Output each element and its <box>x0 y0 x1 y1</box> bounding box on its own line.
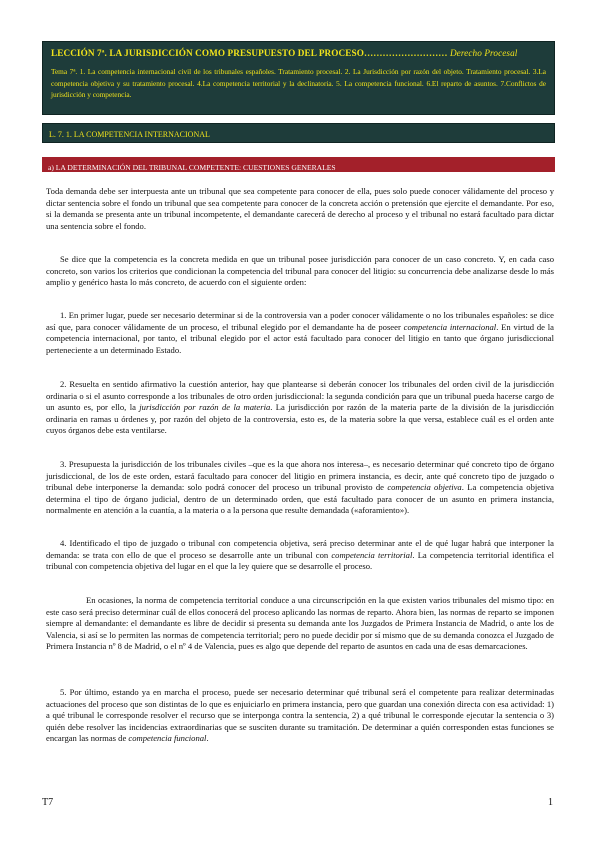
paragraph-6 <box>46 538 554 573</box>
paragraph-text: Toda demanda debe ser interpuesta ante un tribunal que sea competente para conocer de ella, pues solo puede conocer válidamente del proceso y dictar sentencia sobre el fondo un tribunal que sea competente para conocer de la concreta acción o pretensión que ejercite el demandante. Por eso, si la demanda se presenta ante un tribunal incompetente, el demandante carecerá de derecho al proceso y el tribunal no estará facultado para dictar una sentencia sobre el fondo. <box>46 186 554 231</box>
footer-topic-label: T7 <box>42 797 54 808</box>
emphasis: competencia internacional <box>403 321 497 332</box>
emphasis: competencia objetiva <box>387 482 462 493</box>
paragraph-5 <box>46 459 554 517</box>
paragraph-3 <box>46 310 554 356</box>
paragraph-text: 5. Por último, estando ya en marcha el proceso, puede ser necesario determinar qué tribunal será el competente para realizar determinadas actuaciones del proceso que son distintas de lo que es enjuiciarlo en primera instancia, pero que guardan una conexión directa con esa actividad: 1) a qué tribunal le corresponde resolver el recurso que se interponga contra la sentencia, 2) a qué tribunal le corresponde ejecutar la sentencia o 3) quién debe resolver las incidencias extraordinarias que se susciten durante su tramitación. De determinar a quién corresponden estas funciones se encargan las normas de competencia funcional. <box>46 687 554 744</box>
paragraph-8 <box>46 687 554 745</box>
paragraph-text: 3. Presupuesta la jurisdicción de los tribunales civiles –que es la que ahora nos interesa–, es necesario determinar qué concreto tipo de órgano jurisdiccional, de los de este orden, estará facultado para conocer del litigio en primera instancia, es decir, ante qué concreto tipo de juzgado o tribunal debe interponerse la demanda: solo podrá conocer del proceso un tribunal provisto de competencia objetiva. La competencia objetiva determina el tipo de órgano judicial, dentro de un determinado orden, que está facultado para conocer de un asunto en primera instancia, normalmente en atención a la cuantía, a la materia o a la persona que resulte demandada («aforamiento»). <box>46 459 554 516</box>
paragraph-text: 4. Identificado el tipo de juzgado o tribunal con competencia objetiva, será preciso determinar ante el de qué lugar habrá que interponer la demanda: se trata con ello de que el proceso se desarrolle ante un tribunal con competencia territorial. La competencia territorial identifica el tribunal con competencia objetiva del lugar en el que la ley quiere que se desarrolle el proceso. <box>46 538 554 572</box>
paragraph-1 <box>46 186 554 232</box>
lesson-topics: Tema 7ª. 1. La competencia internacional civil de los tribunales españoles. Tratamiento procesal. 2. La Jurisdicción por razón del objeto. Tratamiento procesal. 3.La competencia objetiva y su tratamiento procesal. 4.La competencia territorial y la declinatoria. 5. La competencia funcional. 6.El reparto de asuntos. 7.Conflictos de jurisdicción y competencia. <box>51 67 546 100</box>
lesson-header <box>42 41 555 115</box>
section-heading <box>42 123 555 143</box>
section-heading-text: L. 7. 1. LA COMPETENCIA INTERNACIONAL <box>49 130 210 139</box>
paragraph-text: Se dice que la competencia es la concreta medida en que un tribunal posee jurisdicción para conocer de un caso concreto. Y, en cada caso concreto, son varios los criterios que condicionan la competencia del tribunal para conocer del litigio: su concurrencia debe analizarse desde lo más amplio y genérico hasta lo más concreto, de acuerdo con el siguiente orden: <box>46 254 554 288</box>
paragraph-text: 1. En primer lugar, puede ser necesario determinar si de la controversia van a poder conocer válidamente o no los tribunales españoles: se dice así que, para conocer válidamente de un proceso, el tribunal elegido por el demandante ha de poseer competencia internacional. En virtud de la competencia internacional, por tanto, el tribunal elegido por el actor está facultado para conocer del litigio en tanto que órgano jurisdiccional perteneciente a un determinado Estado. <box>46 310 554 355</box>
paragraph-2 <box>46 254 554 289</box>
paragraph-text: En ocasiones, la norma de competencia territorial conduce a una circunscripción en la que existen varios tribunales del mismo tipo: en este caso será preciso determinar cuál de ellos conocerá del proceso aplicando las normas de reparto. Ahora bien, las normas de reparto se imponen siempre al demandante: el demandante es libre de decidir si presenta su demanda ante los Juzgados de Primera Instancia de Madrid, o ante los de Valencia, si así se lo permiten las normas de competencia territorial; pero no puede decidir por sí mismo que de su demanda conozca el Juzgado de Primera Instancia nº 8 de Madrid, o el nº 4 de Valencia, pues es algo que depende del reparto de asuntos en cada una de esas demarcaciones. <box>46 595 554 652</box>
paragraph-text: 2. Resuelta en sentido afirmativo la cuestión anterior, hay que plantearse si deberán conocer los tribunales del orden civil de la jurisdicción ordinaria o si el asunto corresponde a los tribunales de otro orden jurisdiccional: la segunda condición para que un tribunal pueda hacerse cargo de un asunto es, por ello, la jurisdicción por razón de la materia. La jurisdicción por razón de la materia parte de la división de la jurisdicción ordinaria en ramas u órdenes y, por razón del objeto de la controversia, esto es, de la materia sobre la que versa, establece cuál es el orden ante cuyos órganos debe esta ventilarse. <box>46 379 554 436</box>
lesson-title <box>51 48 546 58</box>
paragraph-7 <box>46 595 554 653</box>
paragraph-4 <box>46 379 554 437</box>
subsection-heading <box>42 157 555 172</box>
emphasis: competencia funcional <box>128 733 207 744</box>
page-number: 1 <box>548 797 553 808</box>
emphasis: competencia territorial <box>331 549 413 560</box>
subsection-heading-text: a) LA DETERMINACIÓN DEL TRIBUNAL COMPETENTE: CUESTIONES GENERALES <box>48 163 336 172</box>
emphasis: jurisdicción por razón de la materia <box>139 402 271 413</box>
course-name: Derecho Procesal <box>449 48 518 58</box>
lesson-title-text: LECCIÓN 7ª. LA JURISDICCIÓN COMO PRESUPUESTO DEL PROCESO……………………… <box>51 48 450 58</box>
